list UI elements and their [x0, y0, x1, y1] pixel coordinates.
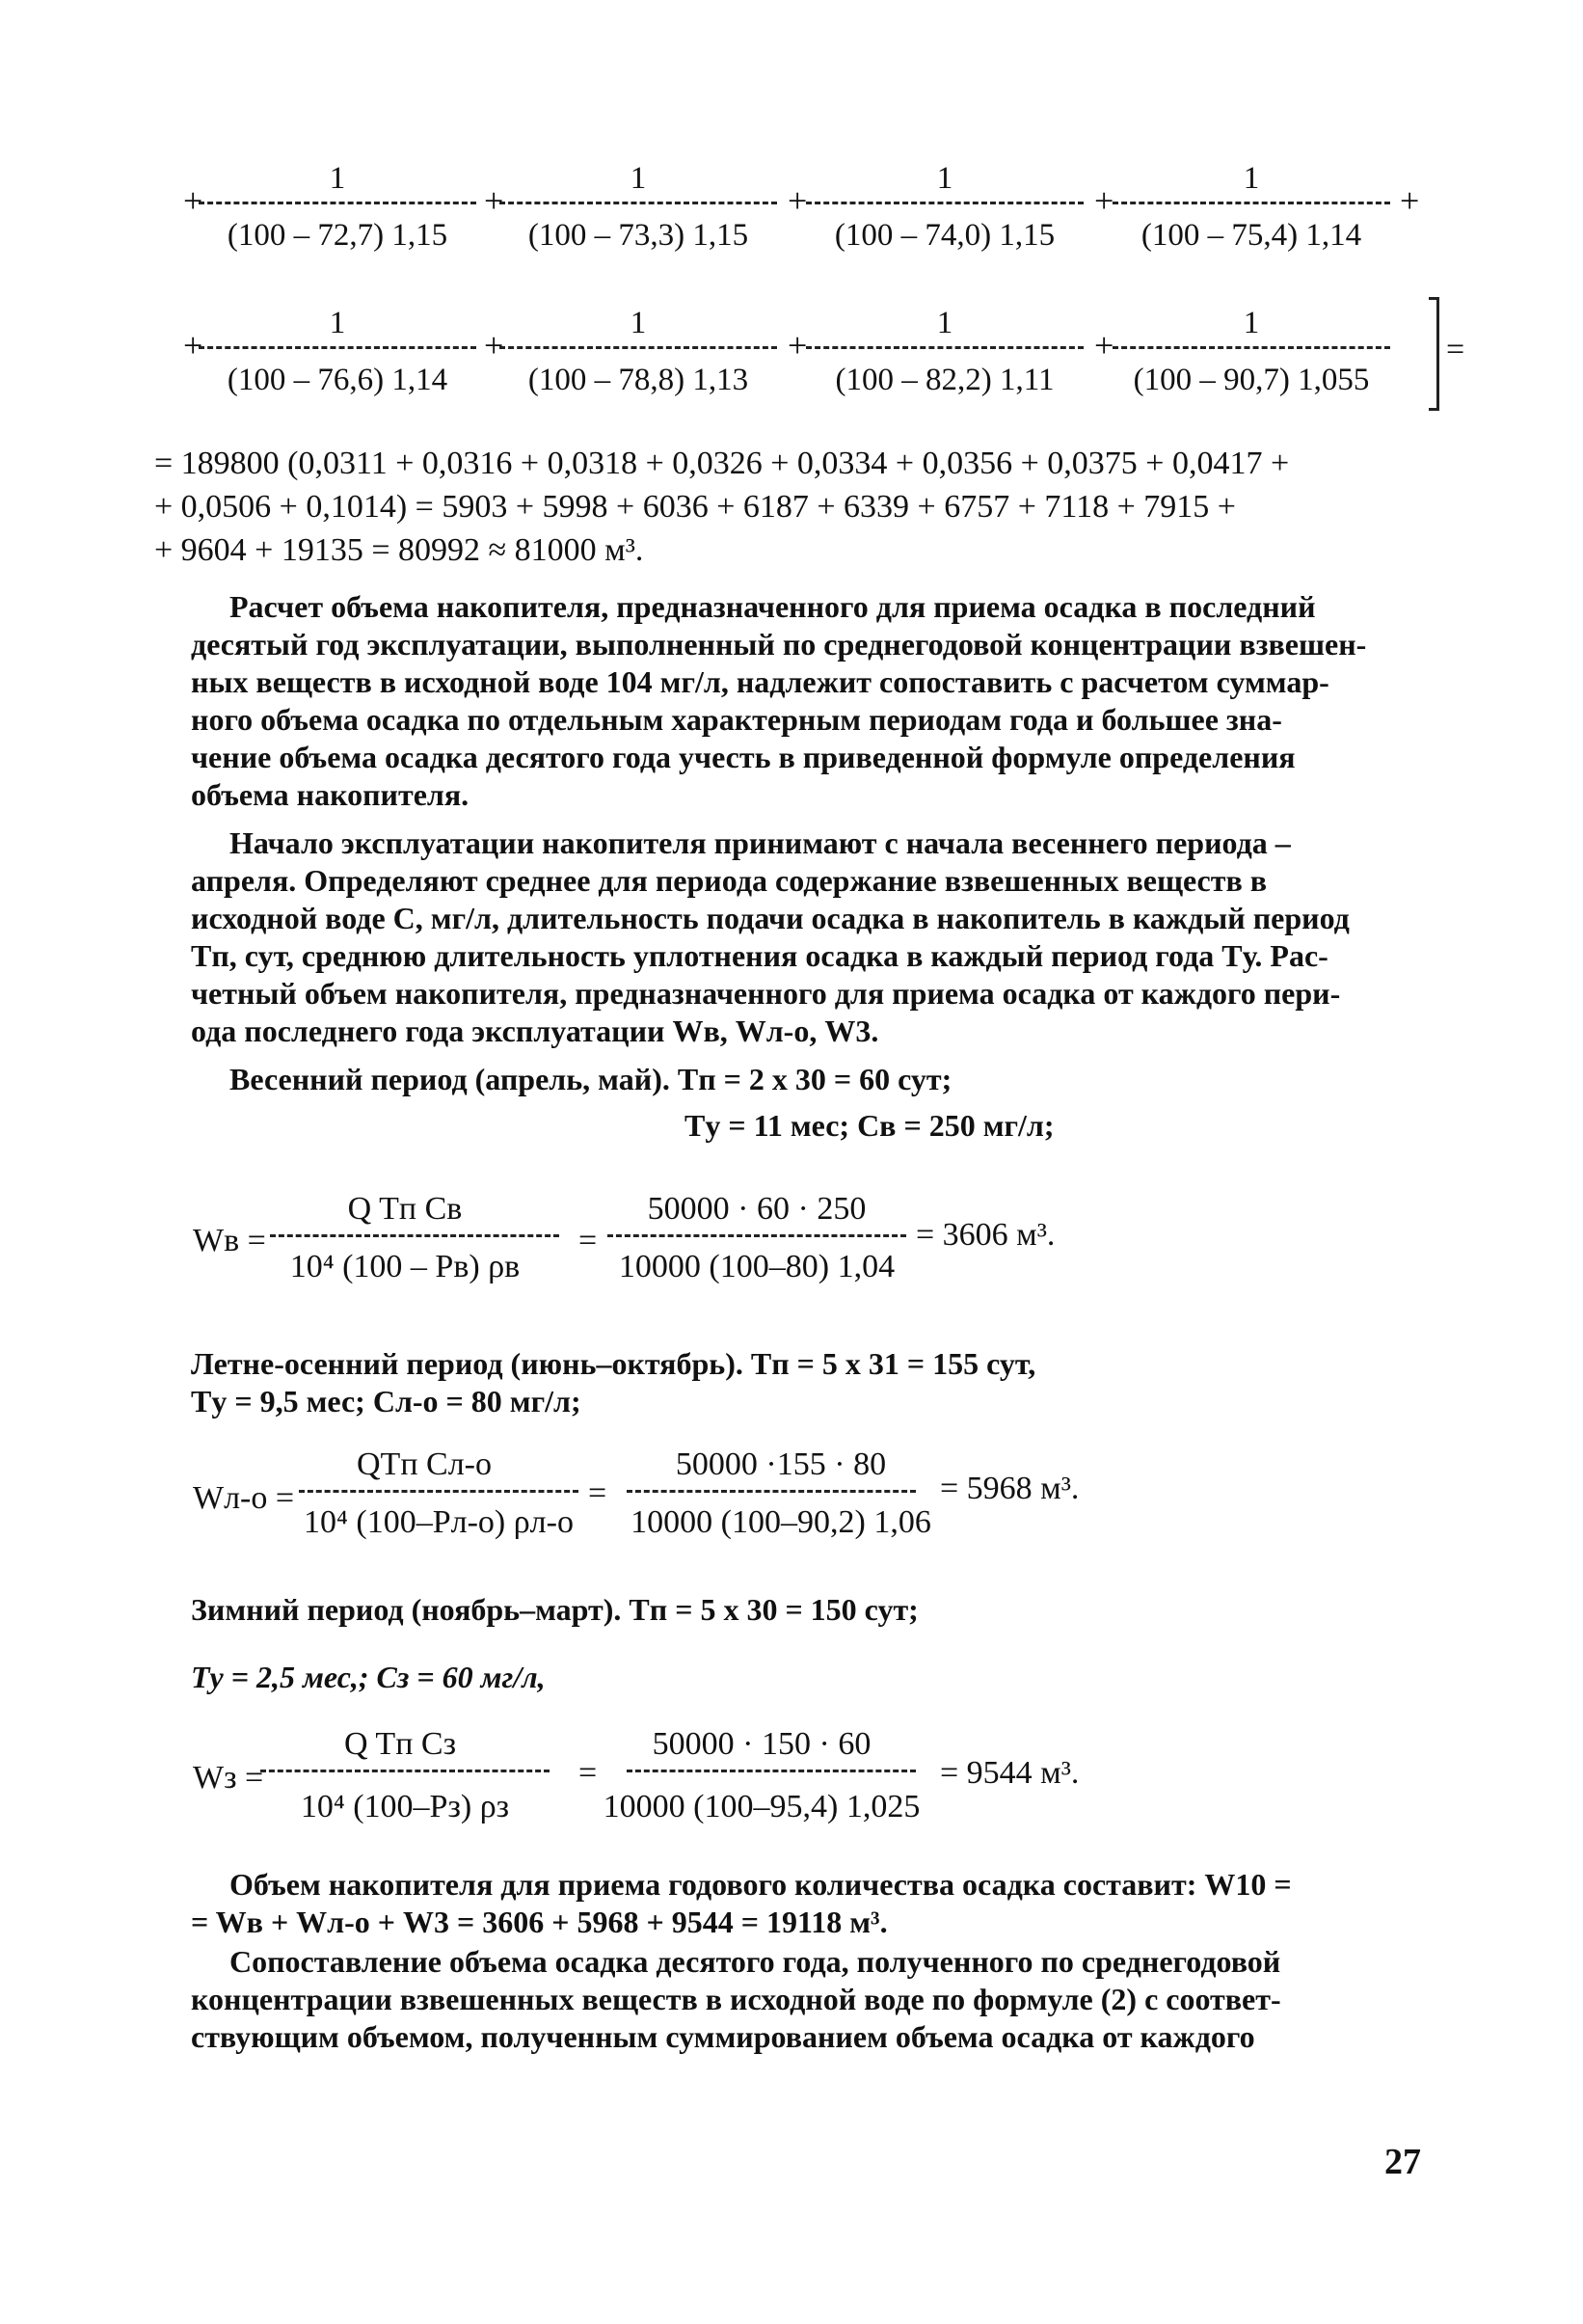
formula-denominator: 10⁴ (100–Pл-о) ρл-о: [304, 1504, 574, 1540]
fraction: [193, 159, 482, 255]
text-line: объема накопителя.: [191, 777, 470, 812]
fraction-numerator: 1: [936, 161, 953, 196]
fraction-bar: [627, 1490, 916, 1493]
fraction-bar: [806, 202, 1084, 204]
text-line: Весенний период (апрель, май). Tп = 2 x 30 = 60 сут;: [229, 1062, 952, 1096]
fraction-bar: [806, 346, 1084, 349]
fraction-denominator: (100 – 90,7) 1,055: [1133, 363, 1370, 397]
formula-denominator: 10000 (100–90,2) 1,06: [631, 1504, 931, 1540]
paragraph: [191, 824, 1425, 1050]
formula-numerator: 50000 ·155 · 80: [675, 1446, 887, 1482]
spring-period-heading: [229, 1061, 1463, 1098]
formula-denominator: 10000 (100–95,4) 1,025: [603, 1789, 921, 1824]
fraction-denominator: (100 – 73,3) 1,15: [527, 218, 749, 253]
fraction-bar: [627, 1770, 916, 1772]
fraction-numerator: 1: [1243, 161, 1260, 196]
text-line: ного объема осадка по отдельным характерным периодам года и большее зна-: [191, 702, 1282, 737]
formula-numerator: Q Tп Cв: [347, 1191, 463, 1227]
page-number: 27: [1384, 2142, 1421, 2182]
text-line: Tп, сут, среднюю длительность уплотнения осадка в каждый период года Tу. Рас-: [191, 938, 1328, 973]
fraction: [1107, 304, 1396, 399]
text-line: концентрации взвешенных веществ в исходной воде по формуле (2) с соответ-: [191, 1982, 1281, 2016]
text-line: десятый год эксплуатации, выполненный по среднегодовой концентрации взвешен-: [191, 627, 1367, 662]
paragraph: [191, 588, 1425, 814]
text-line: Начало эксплуатации накопителя принимают с начала весеннего периода –: [229, 825, 1291, 860]
text-line: ода последнего года эксплуатации Wв, Wл-о, W3.: [191, 1013, 879, 1048]
text-line: Летне-осенний период (июнь–октябрь). Tп = 5 x 31 = 155 сут,: [191, 1346, 1036, 1381]
plus-sign: +: [1094, 181, 1114, 220]
equals-sign: =: [588, 1475, 607, 1511]
plus-sign: +: [183, 326, 203, 365]
plus-sign: +: [788, 181, 808, 220]
fraction-denominator: (100 – 82,2) 1,11: [835, 363, 1055, 397]
equation-line: + 0,0506 + 0,1014) = 5903 + 5998 + 6036 + 6187 + 6339 + 6757 + 7118 + 7915 +: [154, 489, 1236, 525]
fraction-bar: [270, 1234, 559, 1237]
text-line: чение объема осадка десятого года учесть в приведенной формуле определения: [191, 740, 1296, 774]
formula-result: = 3606 м³.: [916, 1217, 1056, 1253]
formula-result: = 9544 м³.: [940, 1755, 1080, 1791]
fraction: [1107, 159, 1396, 255]
equation-line: = 189800 (0,0311 + 0,0316 + 0,0318 + 0,0326 + 0,0334 + 0,0356 + 0,0375 + 0,0417 +: [154, 446, 1290, 481]
plus-sign: +: [183, 181, 203, 220]
text-line: Расчет объема накопителя, предназначенного для приема осадка в последний: [229, 589, 1316, 624]
formula-result: = 5968 м³.: [940, 1471, 1080, 1506]
closing-bracket: [1429, 297, 1439, 411]
fraction-bar: [1113, 202, 1390, 204]
text-line: Объем накопителя для приема годового количества осадка составит: W10 =: [229, 1867, 1292, 1902]
text-line: Tу = 11 мес; Cв = 250 мг/л;: [684, 1108, 1055, 1143]
plus-sign: +: [788, 326, 808, 365]
text-line: Сопоставление объема осадка десятого года, полученного по среднегодовой: [229, 1944, 1281, 1979]
fraction: [494, 304, 783, 399]
fraction-bar: [199, 346, 476, 349]
equals-sign: =: [578, 1223, 598, 1258]
equals-sign: =: [578, 1755, 598, 1791]
spring-period-params: [684, 1107, 1359, 1145]
fraction-denominator: (100 – 72,7) 1,15: [227, 218, 448, 253]
fraction-numerator: 1: [630, 306, 647, 340]
fraction-bar: [199, 202, 476, 204]
formula-lhs: Wв =: [193, 1223, 266, 1258]
text-line: ствующим объемом, полученным суммированием объема осадка от каждого: [191, 2019, 1255, 2054]
formula-lhs: Wл-о =: [193, 1480, 295, 1516]
fraction: [800, 304, 1089, 399]
fraction-numerator: 1: [936, 306, 953, 340]
plus-sign: +: [1400, 181, 1420, 220]
fraction-numerator: 1: [329, 161, 346, 196]
fraction-bar: [260, 1770, 550, 1772]
fraction-denominator: (100 – 74,0) 1,15: [834, 218, 1056, 253]
plus-sign: +: [484, 181, 504, 220]
fraction: [193, 304, 482, 399]
formula-denominator: 10000 (100–80) 1,04: [618, 1249, 896, 1284]
formula-lhs: Wз =: [193, 1760, 264, 1796]
paragraph: [191, 1866, 1425, 1941]
text-line: Зимний период (ноябрь–март). Tп = 5 x 30 = 150 сут;: [191, 1592, 919, 1627]
plus-sign: +: [484, 326, 504, 365]
formula-numerator: 50000 · 150 · 60: [652, 1726, 872, 1762]
text-line: четный объем накопителя, предназначенного для приема осадка от каждого пери-: [191, 976, 1341, 1011]
fraction-bar: [499, 202, 777, 204]
text-line: апреля. Определяют среднее для периода содержание взвешенных веществ в: [191, 863, 1268, 898]
fraction-numerator: 1: [329, 306, 346, 340]
sum-row-1: [183, 159, 1436, 275]
formula-numerator: QTп Cл-о: [357, 1446, 492, 1482]
paragraph: [191, 1943, 1425, 2056]
fraction-bar: [1113, 346, 1390, 349]
text-line: Tу = 2,5 мес,; Cз = 60 мг/л,: [191, 1660, 546, 1694]
text-line: = Wв + Wл-о + W3 = 3606 + 5968 + 9544 = 19118 м³.: [191, 1905, 888, 1939]
fraction: [494, 159, 783, 255]
fraction-denominator: (100 – 76,6) 1,14: [227, 363, 448, 397]
plus-sign: +: [1094, 326, 1114, 365]
equals-sign: =: [1446, 332, 1465, 367]
fraction-denominator: (100 – 78,8) 1,13: [527, 363, 749, 397]
formula-numerator: 50000 · 60 · 250: [647, 1191, 867, 1227]
text-line: Tу = 9,5 мес; Cл-о = 80 мг/л;: [191, 1384, 581, 1419]
equation-line: + 9604 + 19135 = 80992 ≈ 81000 м³.: [154, 532, 644, 568]
fraction-denominator: (100 – 75,4) 1,14: [1140, 218, 1362, 253]
formula-denominator: 10⁴ (100 – Pв) ρв: [289, 1249, 521, 1284]
formula-numerator: Q Tп Cз: [343, 1726, 456, 1762]
fraction-numerator: 1: [1243, 306, 1260, 340]
fraction-bar: [607, 1234, 906, 1237]
winter-period-params: [191, 1659, 1425, 1696]
text-line: исходной воде C, мг/л, длительность подачи осадка в накопитель в каждый период: [191, 901, 1350, 935]
fraction-bar: [499, 346, 777, 349]
text-line: ных веществ в исходной воде 104 мг/л, надлежит сопоставить с расчетом суммар-: [191, 664, 1329, 699]
fraction: [800, 159, 1089, 255]
summer-period-heading: [191, 1345, 1425, 1420]
fraction-bar: [299, 1490, 578, 1493]
formula-denominator: 10⁴ (100–Pз) ρз: [300, 1789, 510, 1824]
fraction-numerator: 1: [630, 161, 647, 196]
winter-period-heading: [191, 1591, 1425, 1629]
sum-row-2: [183, 304, 1436, 419]
